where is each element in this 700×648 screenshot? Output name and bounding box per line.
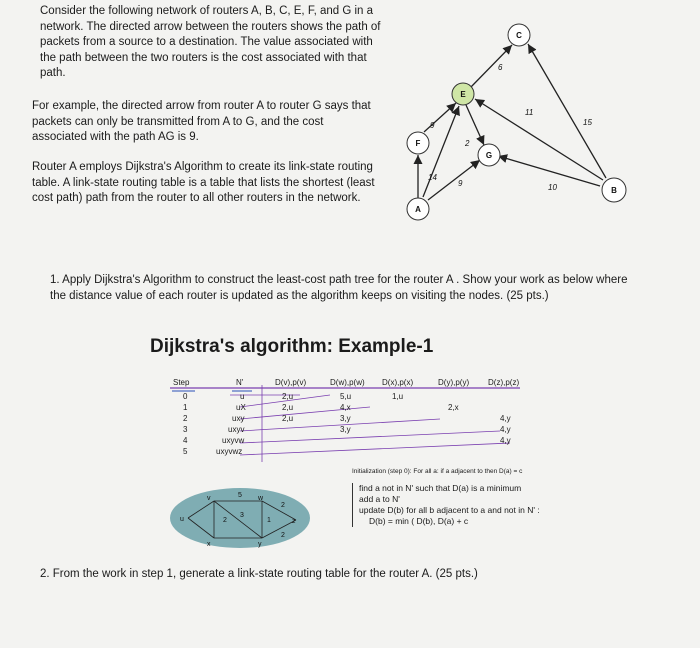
mini-node-w: w <box>258 495 264 502</box>
node-F <box>407 132 429 154</box>
nprime-1: uX <box>236 403 246 412</box>
edge-label-6: 6 <box>498 63 503 72</box>
cell-v2: 2,u <box>282 403 294 412</box>
mini-node-u: u <box>180 516 184 523</box>
cell-v3: 2,u <box>282 414 294 423</box>
mini-weight-2: 2 <box>223 517 227 524</box>
example-paragraph: For example, the directed arrow from router A to router G says that packets can only be transmitted from A to G, and the cost associated with the path AG is 9. <box>32 100 371 143</box>
nprime-3: uxyv <box>228 425 245 434</box>
nprime-5: uxyvwz <box>216 447 243 456</box>
table-header-y: D(y),p(y) <box>438 378 470 387</box>
table-header-n: N' <box>236 378 244 387</box>
mini-node-y: y <box>258 541 262 548</box>
cell-y1: 2,x <box>448 403 459 412</box>
node-E <box>452 83 474 105</box>
mini-node-x: x <box>207 541 211 548</box>
step-4: 4 <box>183 436 188 445</box>
edge-label-14: 14 <box>428 173 437 182</box>
svg-text:C: C <box>516 31 522 40</box>
cell-z2: 4,y <box>500 425 511 434</box>
mini-node-v: v <box>207 495 211 502</box>
algo-line-1: find a not in N' such that D(a) is a minimum <box>359 483 522 493</box>
question-1: 1. Apply Dijkstra's Algorithm to construct the least-cost path tree for the router A . Show your work as below where the distance value of each router is updated as the algorithm keeps on visiting the nodes. (25 pts.) <box>50 274 628 302</box>
cell-w1: 5,u <box>340 392 352 401</box>
nprime-0: u <box>240 392 245 401</box>
cell-z3: 4,y <box>500 436 511 445</box>
nprime-2: uxy <box>232 414 245 423</box>
nprime-4: uxyvw <box>222 436 245 445</box>
edge-label-10: 10 <box>548 183 557 192</box>
step-3: 3 <box>183 425 188 434</box>
step-2: 2 <box>183 414 188 423</box>
step-5: 5 <box>183 447 188 456</box>
intro-paragraph: Consider the following network of routers A, B, C, E, F, and G in a network. The directed arrow between the routers shows the path of packets from a source to a destination. The value associated with the path between the two routers is the cost associated with that path. <box>40 5 381 79</box>
edge-label-15: 15 <box>583 118 592 127</box>
algo-line-3: update D(b) for all b adjacent to a and not in N' : <box>359 505 540 515</box>
edge-EC <box>470 45 512 88</box>
cell-w2: 4,x <box>340 403 351 412</box>
algo-line-4: D(b) = min ( D(b), D(a) + c <box>369 516 469 526</box>
mini-weight-1: 5 <box>238 492 242 499</box>
cell-x1: 1,u <box>392 392 404 401</box>
cell-z1: 4,y <box>500 414 511 423</box>
edge-FE <box>424 103 456 132</box>
mini-node-z: z <box>292 518 296 525</box>
algo-loop <box>352 483 652 527</box>
algo-line-2: add a to N' <box>359 494 400 504</box>
mini-weight-6: 2 <box>281 532 285 539</box>
slide-title: Dijkstra's algorithm: Example-1 <box>150 336 434 357</box>
table-header-step: Step <box>173 378 190 387</box>
cell-w3: 3,y <box>340 414 351 423</box>
table-header-z: D(z),p(z) <box>488 378 520 387</box>
edge-AE <box>423 106 459 197</box>
mini-weight-5: 2 <box>281 502 285 509</box>
node-G <box>478 144 500 166</box>
svg-text:G: G <box>485 151 493 160</box>
question-2: 2. From the work in step 1, generate a link-state routing table for the router A. (25 pts.) <box>40 568 478 580</box>
routing-paragraph: Router A employs Dijkstra's Algorithm to create its link-state routing table. A link-state routing table is a table that lists the shortest (least cost path) path from the router to all other routers in the network. <box>32 161 375 204</box>
svg-text:F: F <box>415 139 421 148</box>
step-1: 1 <box>183 403 188 412</box>
edge-label-9: 9 <box>430 121 435 130</box>
node-C <box>508 24 530 46</box>
cell-v1: 2,u <box>282 392 294 401</box>
table-header-v: D(v),p(v) <box>275 378 307 387</box>
algorithm-block <box>352 466 652 527</box>
edge-BG <box>498 156 600 186</box>
svg-text:B: B <box>611 186 617 195</box>
edge-label-9b: 9 <box>458 179 463 188</box>
step-0: 0 <box>183 392 188 401</box>
edge-label-11: 11 <box>525 108 534 117</box>
edge-label-2: 2 <box>465 139 470 148</box>
algo-init: Initialization (step 0): For all a: if a adjacent to then D(a) = c <box>352 468 523 475</box>
table-header-w: D(w),p(w) <box>330 378 365 387</box>
svg-text:E: E <box>460 90 466 99</box>
cell-w4: 3,y <box>340 425 351 434</box>
node-A <box>407 198 429 220</box>
mini-weight-4: 1 <box>267 517 271 524</box>
node-B <box>602 178 626 202</box>
mini-weight-3: 3 <box>240 512 244 519</box>
table-header-x: D(x),p(x) <box>382 378 414 387</box>
svg-text:A: A <box>415 205 421 214</box>
